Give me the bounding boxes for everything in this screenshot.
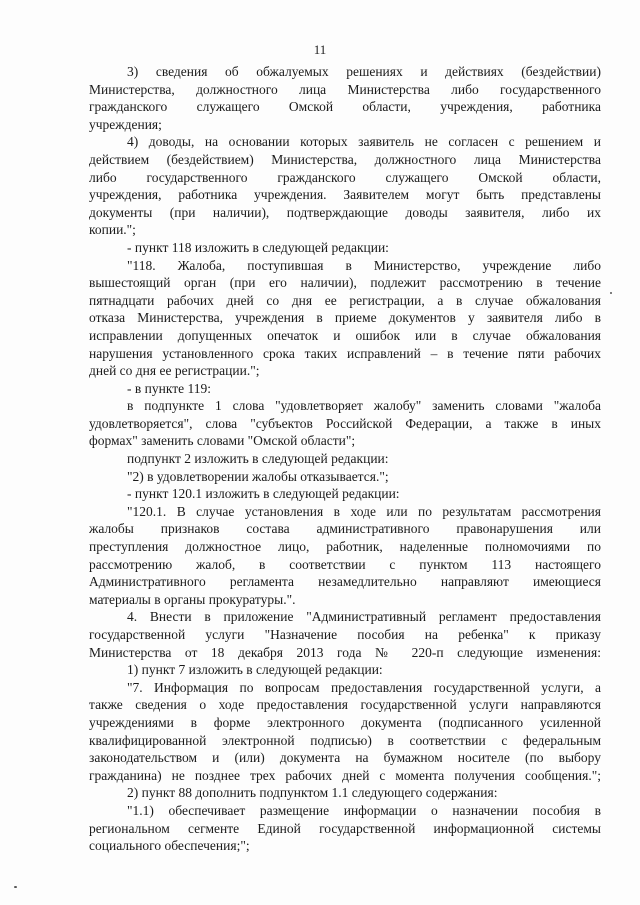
text-line: - пункт 120.1 изложить в следующей редакции: <box>127 486 400 502</box>
text-line: региональном сегменте Единой государственной информационной системы <box>89 820 601 836</box>
text-line: 2) пункт 88 дополнить подпунктом 1.1 следующего содержания: <box>127 785 498 801</box>
text-line: удовлетворяется", слова "субъектов Российской Федерации, а также в иных <box>89 415 601 431</box>
text-line: - в пункте 119: <box>127 380 211 396</box>
text-line: Министерства от 18 декабря 2013 года № 220-п следующие изменения: <box>89 644 601 660</box>
text-line: формах" заменить словами "Омской области"; <box>89 433 356 449</box>
text-line: преступления должностное лицо, работник, наделенные полномочиями по <box>89 539 601 555</box>
text-line: либо государственного гражданского служащего Омской области, <box>89 169 601 185</box>
text-line: "120.1. В случае установления в ходе или по результатам рассмотрения <box>127 503 601 519</box>
text-line: дней со дня ее регистрации."; <box>89 363 260 379</box>
text-line: жалобы признаков состава административного правонарушения или <box>89 521 601 537</box>
text-line: 1) пункт 7 изложить в следующей редакции: <box>127 662 383 678</box>
text-line: в подпункте 1 слова "удовлетворяет жалобу" заменить словами "жалоба <box>127 398 601 414</box>
text-line: документы (при наличии), подтверждающие доводы заявителя, либо их <box>89 204 601 220</box>
text-line: также сведения о ходе предоставления государственной услуги направляются <box>89 697 601 713</box>
text-line: учреждения; <box>89 116 162 132</box>
text-line: - пункт 118 изложить в следующей редакции: <box>127 239 389 255</box>
text-line: 3) сведения об обжалуемых решениях и действиях (бездействии) <box>127 64 601 79</box>
text-line: "1.1) обеспечивает размещение информации о назначении пособия в <box>127 802 601 818</box>
text-line: Административного регламента незамедлительно направляют имеющиеся <box>89 574 601 590</box>
text-line: "2) в удовлетворении жалобы отказывается."; <box>127 468 389 484</box>
scan-speck <box>14 886 17 888</box>
text-line: Министерства, должностного лица Министерства либо государственного <box>89 81 601 97</box>
text-line: гражданского служащего Омской области, учреждения, работника <box>89 99 601 115</box>
text-line: рассмотрению жалоб, в соответствии с пунктом 113 настоящего <box>89 556 601 572</box>
document-body <box>89 63 601 855</box>
text-line: гражданина) не позднее трех рабочих дней с момента получения сообщения."; <box>89 767 601 783</box>
text-line: государственной услуги "Назначение пособия на ребенка" к приказу <box>89 627 601 642</box>
text-line: пятнадцати рабочих дней со дня ее регистрации, а в случае обжалования <box>89 292 601 308</box>
text-line: социального обеспечения;"; <box>89 838 250 854</box>
text-line: законодательством и (или) документа на бумажном носителе (по выбору <box>89 750 601 766</box>
page-number: 11 <box>313 42 327 57</box>
text-line: учреждениями в форме электронного документа (подписанного усиленной <box>89 714 601 730</box>
text-line: 4. Внести в приложение "Административный регламент предоставления <box>127 609 601 625</box>
scan-speck <box>610 292 612 294</box>
text-line: вышестоящий орган (при его наличии), подлежит рассмотрению в течение <box>89 275 601 291</box>
text-line: 4) доводы, на основании которых заявитель не согласен с решением и <box>127 134 601 150</box>
text-line: отказа Министерства, учреждения в приеме документов у заявителя либо в <box>89 310 601 326</box>
text-line: квалифицированной электронной подписью) в соответствии с федеральным <box>89 732 601 748</box>
text-line: подпункт 2 изложить в следующей редакции: <box>127 451 389 467</box>
text-line: действием (бездействием) Министерства, должностного лица Министерства <box>89 151 601 167</box>
text-line: учреждения, работника учреждения. Заявителем могут быть представлены <box>89 187 601 203</box>
text-line: "118. Жалоба, поступившая в Министерство, учреждение либо <box>127 257 601 273</box>
text-line: исправлении допущенных опечаток и ошибок или в случае обжалования <box>89 327 601 343</box>
text-line: нарушения установленного срока таких исправлений – в течение пяти рабочих <box>89 345 601 361</box>
text-line: копии."; <box>89 222 136 238</box>
text-line: "7. Информация по вопросам предоставления государственной услуги, а <box>127 679 601 695</box>
text-line: материалы в органы прокуратуры.". <box>89 591 296 607</box>
